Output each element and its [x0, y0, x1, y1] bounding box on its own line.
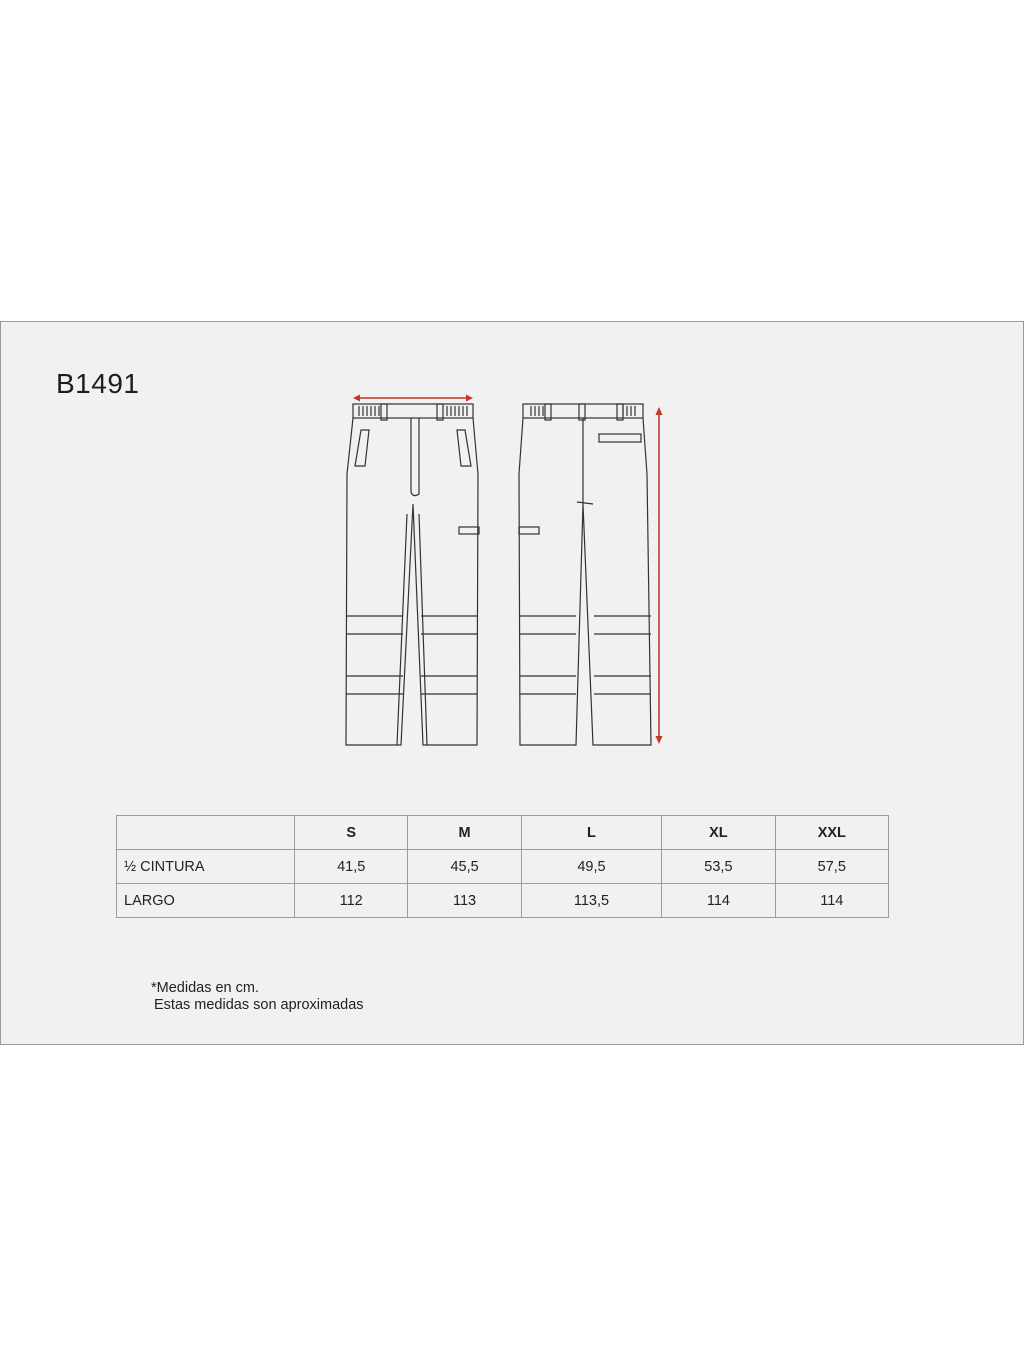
row-label-length: LARGO — [117, 884, 295, 918]
table-cell: 41,5 — [295, 850, 408, 884]
size-header-row — [117, 816, 889, 850]
length-measure-arrow-icon — [656, 407, 663, 744]
waist-measure-arrow-icon — [353, 395, 473, 402]
note-units: *Medidas en cm. — [151, 980, 259, 996]
table-cell: 49,5 — [521, 850, 661, 884]
note-approximate: Estas medidas son aproximadas — [154, 997, 364, 1013]
header-size-xxl: XXL — [775, 816, 888, 850]
size-guide-panel — [0, 321, 1024, 1045]
table-cell: 112 — [295, 884, 408, 918]
table-cell: 114 — [662, 884, 775, 918]
table-cell: 113,5 — [521, 884, 661, 918]
model-code: B1491 — [56, 368, 140, 399]
header-size-m: M — [408, 816, 521, 850]
pants-back-icon — [519, 404, 651, 745]
row-label-waist: ½ CINTURA — [117, 850, 295, 884]
table-cell: 114 — [775, 884, 888, 918]
table-cell: 45,5 — [408, 850, 521, 884]
header-size-l: L — [521, 816, 661, 850]
table-cell: 53,5 — [662, 850, 775, 884]
table-row — [117, 884, 889, 918]
measurement-note — [151, 980, 364, 1014]
technical-drawing — [331, 394, 681, 754]
header-size-s: S — [295, 816, 408, 850]
size-table — [116, 815, 889, 918]
pants-front-icon — [346, 404, 479, 745]
table-cell: 113 — [408, 884, 521, 918]
table-row — [117, 850, 889, 884]
header-size-xl: XL — [662, 816, 775, 850]
header-empty-cell — [117, 816, 295, 850]
table-cell: 57,5 — [775, 850, 888, 884]
